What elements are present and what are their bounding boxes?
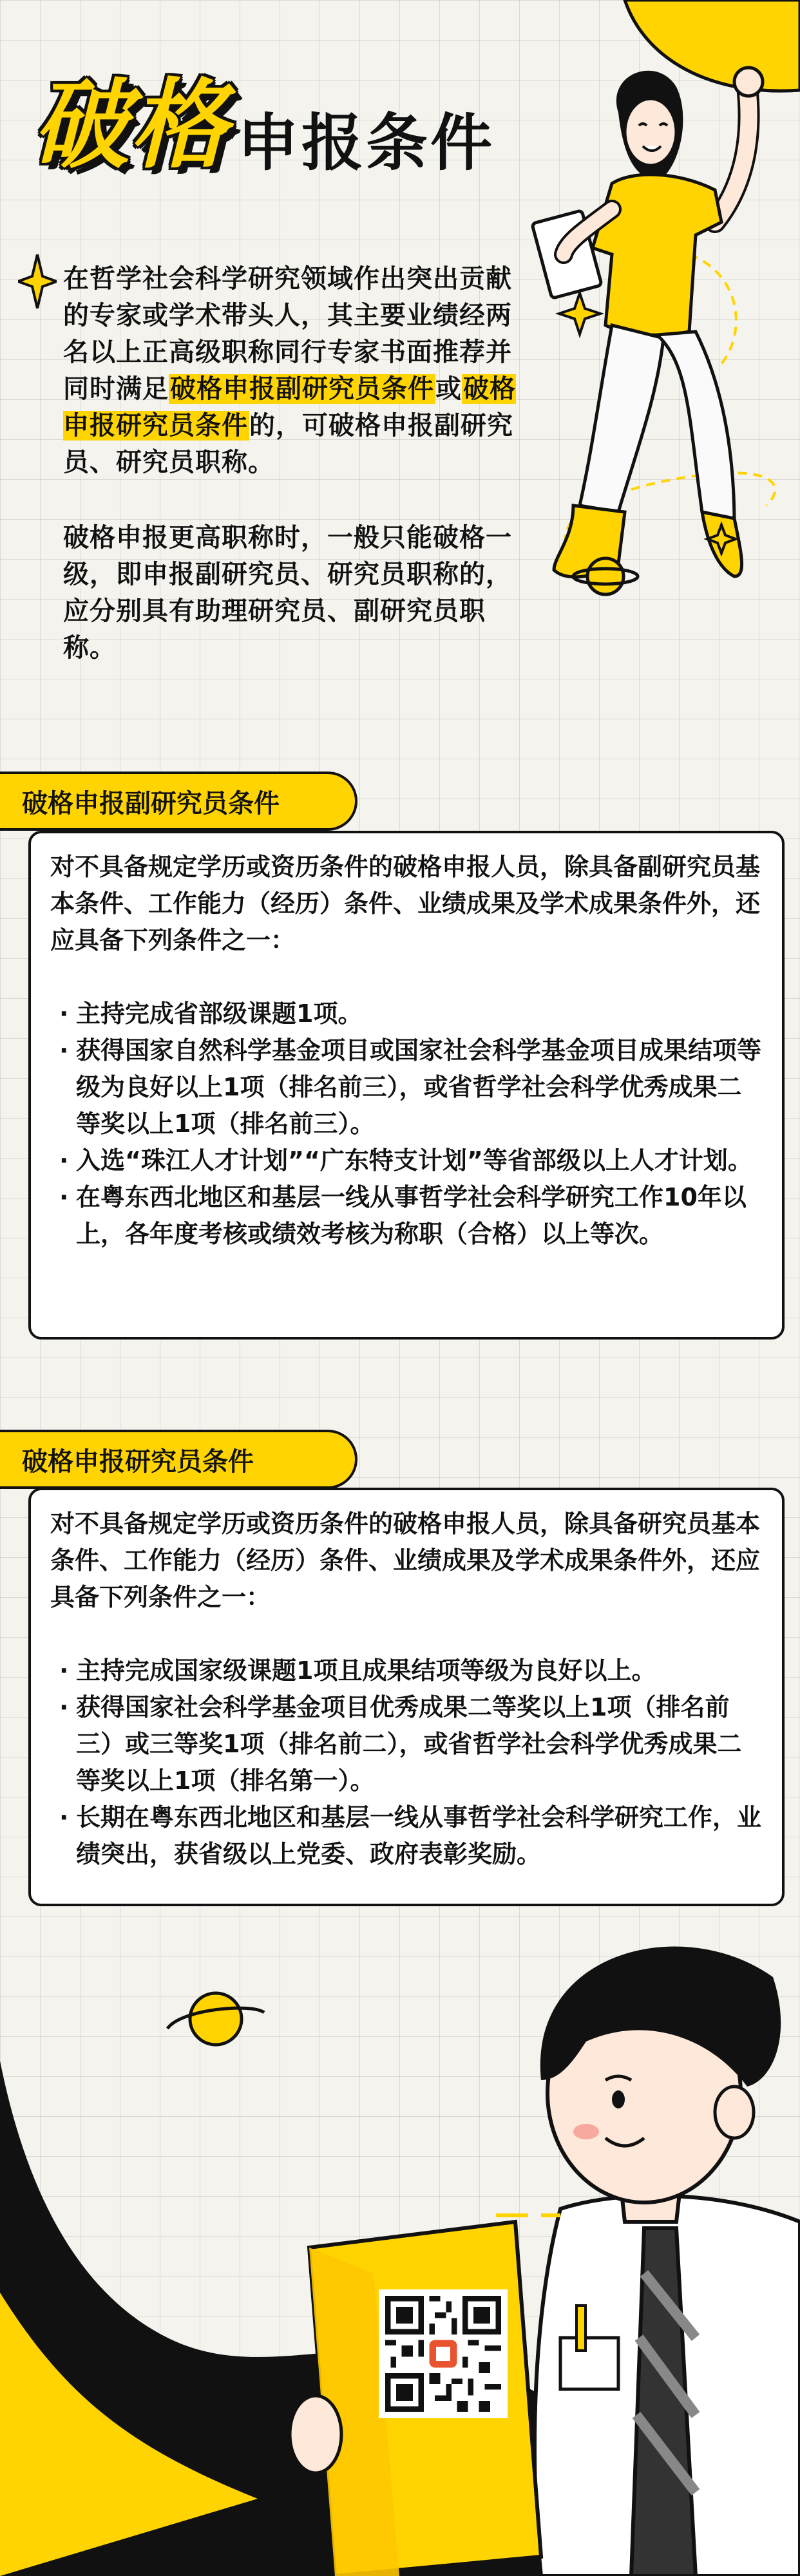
intro-paragraph-1: [63, 261, 519, 481]
qr-code[interactable]: [379, 2289, 508, 2418]
list-item: · 入选“珠江人才计划”“广东特支计划”等省部级以上人才计划。: [50, 1142, 765, 1179]
intro-text-part: 在哲学社会科学研究领域作出突出贡献的专家或学术带头人，其主要业绩经两名以上正高级职称同行专家书面推荐并同时满足: [63, 264, 512, 404]
intro-text: [63, 261, 519, 705]
condition-list: [50, 996, 765, 1253]
section-tab-associate: 破格申报副研究员条件: [0, 772, 357, 831]
intro-text-part: 或: [435, 374, 462, 404]
sparkle-icon: [18, 254, 57, 308]
section-card-full: [28, 1488, 785, 1906]
condition-list: [50, 1653, 765, 1873]
intro-highlight: 破格申报研究员条件: [63, 374, 516, 440]
list-item: · 主持完成国家级课题1项且成果结项等级为良好以上。: [50, 1653, 765, 1689]
planet-icon: [161, 1984, 271, 2054]
title-accent: 破格: [32, 70, 229, 182]
intro-text-part: 的，可破格申报副研究员、研究员职称。: [63, 411, 513, 477]
section-card-associate: [28, 831, 785, 1340]
section-intro: 对不具备规定学历或资历条件的破格申报人员，除具备研究员基本条件、工作能力（经历）条件、业绩成果及学术成果条件外，还应具备下列条件之一：: [50, 1510, 761, 1611]
title-main: 申报条件: [237, 107, 495, 179]
list-item: · 获得国家社会科学基金项目优秀成果二等奖以上1项（排名前三）或三等奖1项（排名前二），或省哲学社会科学优秀成果二等奖以上1项（排名第一）。: [50, 1689, 765, 1799]
section-intro: 对不具备规定学历或资历条件的破格申报人员，除具备副研究员基本条件、工作能力（经历）条件、业绩成果及学术成果条件外，还应具备下列条件之一：: [50, 853, 761, 954]
intro-paragraph-2: 破格申报更高职称时，一般只能破格一级，即申报副研究员、研究员职称的，应分别具有助理研究员、副研究员职称。: [63, 523, 512, 663]
intro-highlight: 破格申报副研究员条件: [170, 374, 434, 404]
woman-illustration: [528, 61, 799, 660]
section-tab-full: 破格申报研究员条件: [0, 1430, 357, 1489]
list-item: · 在粤东西北地区和基层一线从事哲学社会科学研究工作10年以上，各年度考核或绩效考核为称职（合格）以上等次。: [50, 1179, 765, 1253]
list-item: · 主持完成省部级课题1项。: [50, 996, 765, 1032]
page-title: [32, 70, 560, 182]
list-item: · 长期在粤东西北地区和基层一线从事哲学社会科学研究工作，业绩突出，获省级以上党委、政府表彰奖励。: [50, 1799, 765, 1873]
list-item: · 获得国家自然科学基金项目或国家社会科学基金项目成果结项等级为良好以上1项（排名前三），或省哲学社会科学优秀成果二等奖以上1项（排名前三）。: [50, 1032, 765, 1142]
man-illustration: [283, 1887, 800, 2576]
